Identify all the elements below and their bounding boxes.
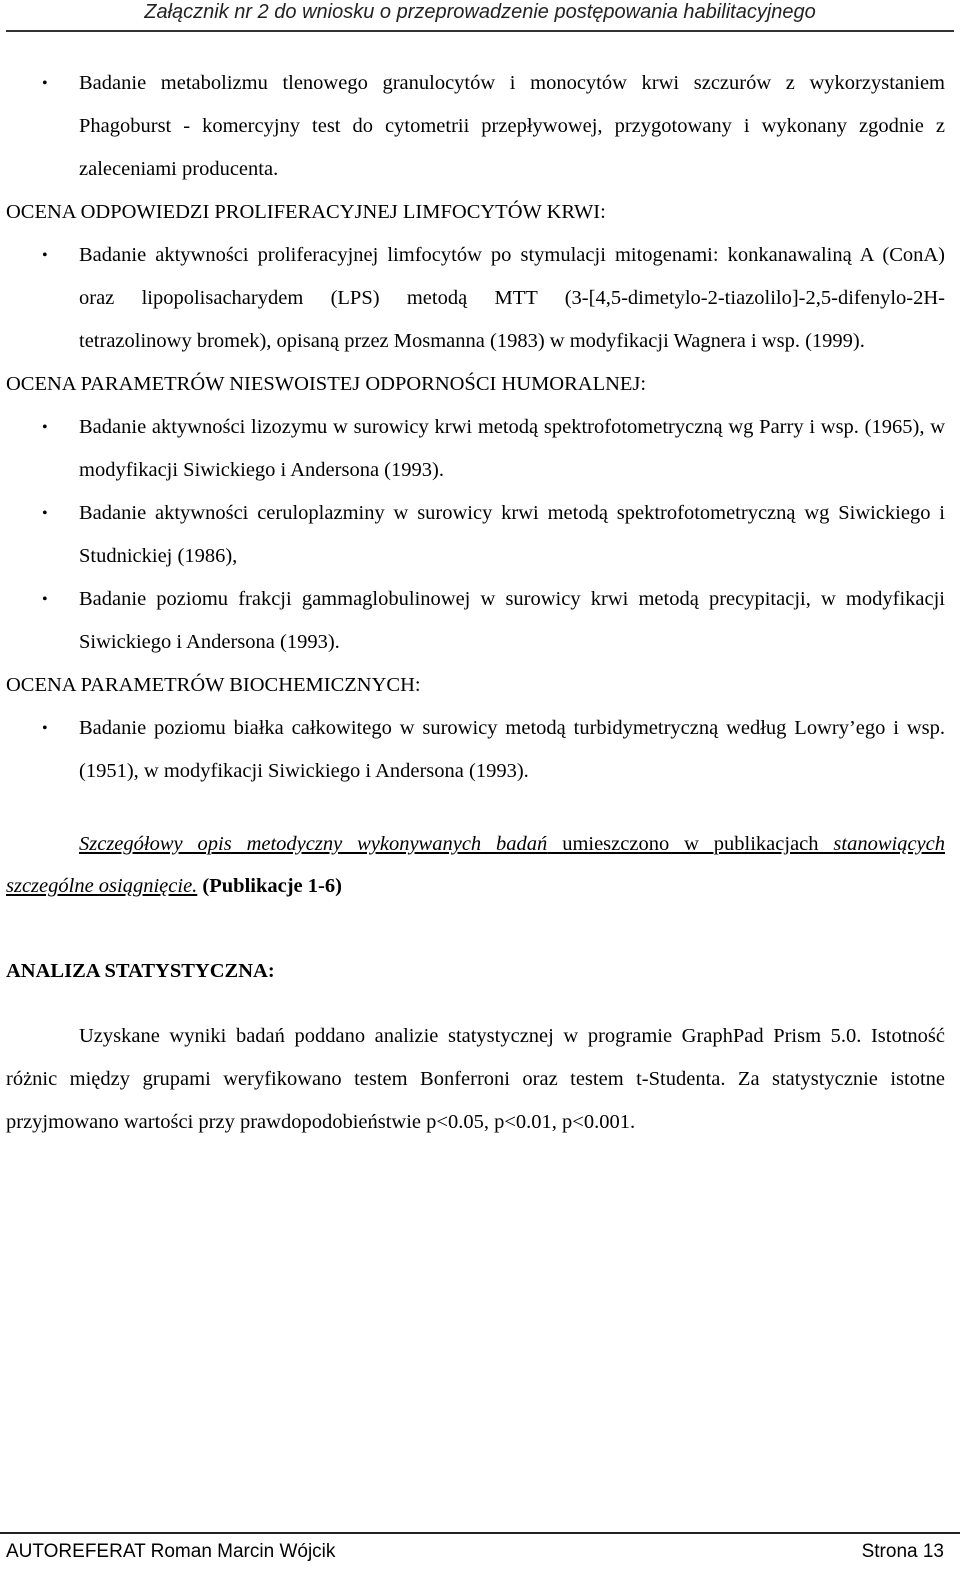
list-item: • Badanie aktywności proliferacyjnej limfocytów po stymulacji mitogenami: konkanawaliną A (ConA) oraz lipopolisacharydem (LPS) metodą MTT (3-[4,5-dimetylo-2-tiazolilo]-2,5-difenylo-2H-tetrazolinowy bromek), opisaną przez Mosmanna (1983) w modyfikacji Wagnera i wsp. (1999). <box>6 234 945 363</box>
bullet-icon: • <box>42 247 48 264</box>
page-footer <box>6 1538 944 1566</box>
bullet-icon: • <box>42 720 48 737</box>
list-item: • Badanie poziomu białka całkowitego w surowicy metodą turbidymetryczną według Lowry’ego i wsp. (1951), w modyfikacji Siwickiego i Andersona (1993). <box>6 707 945 793</box>
section-heading-humoral: OCENA PARAMETRÓW NIESWOISTEJ ODPORNOŚCI HUMORALNEJ: <box>6 373 647 395</box>
note-text: umieszczono w publikacjach <box>547 833 834 855</box>
header-divider <box>6 30 954 32</box>
section-heading-proliferation: OCENA ODPOWIEDZI PROLIFERACYJNEJ LIMFOCYTÓW KRWI: <box>6 201 606 223</box>
humoral-list <box>6 406 945 664</box>
list-item: • Badanie poziomu frakcji gammaglobulinowej w surowicy krwi metodą precypitacji, w modyfikacji Siwickiego i Andersona (1993). <box>6 578 945 664</box>
biochem-list <box>6 707 945 793</box>
footer-author: AUTOREFERAT Roman Marcin Wójcik <box>6 1541 336 1562</box>
bullet-icon: • <box>42 75 48 92</box>
statistics-paragraph: Uzyskane wyniki badań poddano analizie statystycznej w programie GraphPad Prism 5.0. Istotność różnic między grupami weryfikowano testem Bonferroni oraz testem t-Studenta. Za statystycznie istotne przyjmowano wartości przy prawdopodobieństwie p<0.05, p<0.01, p<0.001. <box>6 1025 945 1133</box>
section-heading-statistics: ANALIZA STATYSTYCZNA: <box>6 960 275 982</box>
footer-divider <box>0 1532 960 1534</box>
note-link-text-2: stanowiących szczególne osiągnięcie. <box>6 833 945 897</box>
proliferation-list <box>6 234 945 363</box>
header-title: Załącznik nr 2 do wniosku o przeprowadzenie postępowania habilitacyjnego <box>144 1 816 23</box>
section-heading-biochem: OCENA PARAMETRÓW BIOCHEMICZNYCH: <box>6 674 421 696</box>
list-item: • Badanie aktywności lizozymu w surowicy krwi metodą spektrofotometryczną wg Parry i wsp. (1965), w modyfikacji Siwickiego i Andersona (1993). <box>6 406 945 492</box>
bullet-icon: • <box>42 419 48 436</box>
bullet-icon: • <box>42 505 48 522</box>
page-number: Strona 13 <box>861 1541 944 1562</box>
publications-ref: (Publikacje 1-6) <box>197 875 342 897</box>
document-body <box>6 62 945 1165</box>
page-header <box>0 0 960 30</box>
note-link-text: Szczegółowy opis metodyczny wykonywanych badań <box>79 833 548 855</box>
bullet-icon: • <box>42 591 48 608</box>
list-item: • Badanie aktywności ceruloplazminy w surowicy krwi metodą spektrofotometryczną wg Siwickiego i Studnickiej (1986), <box>6 492 945 578</box>
list-item: • Badanie metabolizmu tlenowego granulocytów i monocytów krwi szczurów z wykorzystaniem Phagoburst - komercyjny test do cytometrii przepływowej, przygotowany i wykonany zgodnie z zaleceniami producenta. <box>6 62 945 191</box>
methods-note <box>6 823 945 907</box>
section1-list <box>6 62 945 191</box>
